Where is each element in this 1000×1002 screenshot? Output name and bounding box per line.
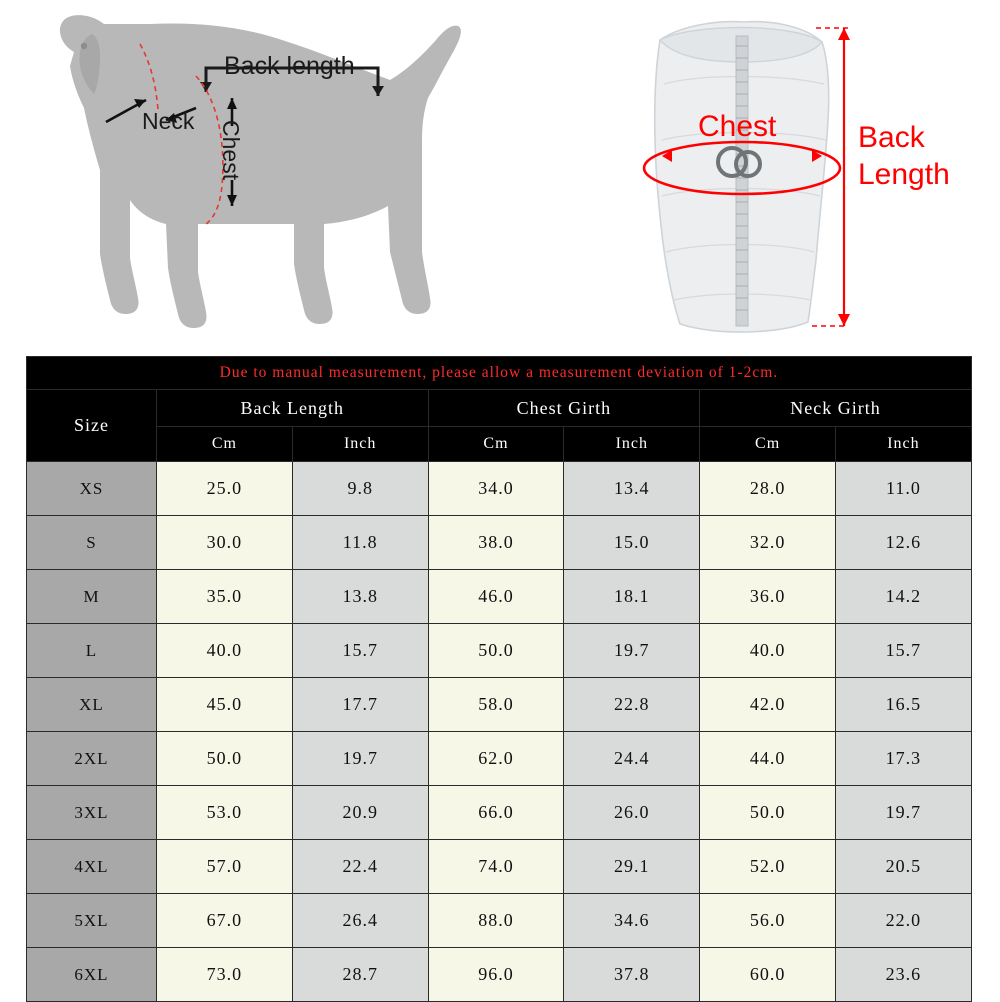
table-row: [27, 840, 972, 894]
vest-back-length-label: [858, 120, 950, 193]
cell-back-inch: 13.8: [292, 570, 428, 624]
cell-neck-inch: 14.2: [835, 570, 971, 624]
unit-neck-inch: Inch: [835, 427, 971, 462]
header-neck-girth: Neck Girth: [700, 390, 972, 427]
cell-chest-cm: 96.0: [428, 948, 564, 1002]
cell-neck-inch: 19.7: [835, 786, 971, 840]
table-row: [27, 570, 972, 624]
size-table-wrap: [26, 356, 971, 1002]
cell-neck-inch: 15.7: [835, 624, 971, 678]
unit-chest-inch: Inch: [564, 427, 700, 462]
row-size: 4XL: [27, 840, 157, 894]
cell-back-inch: 11.8: [292, 516, 428, 570]
unit-back-inch: Inch: [292, 427, 428, 462]
cell-back-inch: 28.7: [292, 948, 428, 1002]
table-row: [27, 624, 972, 678]
cell-chest-inch: 19.7: [564, 624, 700, 678]
cell-neck-inch: 12.6: [835, 516, 971, 570]
cell-neck-inch: 16.5: [835, 678, 971, 732]
cell-back-cm: 50.0: [157, 732, 293, 786]
cell-chest-inch: 15.0: [564, 516, 700, 570]
unit-chest-cm: Cm: [428, 427, 564, 462]
table-row: [27, 678, 972, 732]
cell-neck-cm: 50.0: [700, 786, 836, 840]
dog-diagram: [0, 0, 620, 352]
cell-back-inch: 15.7: [292, 624, 428, 678]
row-size: XL: [27, 678, 157, 732]
cell-back-cm: 35.0: [157, 570, 293, 624]
illustration-area: [0, 0, 1000, 352]
row-size: 2XL: [27, 732, 157, 786]
row-size: 5XL: [27, 894, 157, 948]
table-group-header-row: [27, 390, 972, 427]
cell-back-cm: 25.0: [157, 462, 293, 516]
unit-neck-cm: Cm: [700, 427, 836, 462]
cell-neck-cm: 28.0: [700, 462, 836, 516]
cell-chest-inch: 24.4: [564, 732, 700, 786]
cell-neck-cm: 40.0: [700, 624, 836, 678]
cell-back-inch: 19.7: [292, 732, 428, 786]
row-size: M: [27, 570, 157, 624]
cell-neck-cm: 60.0: [700, 948, 836, 1002]
cell-back-inch: 17.7: [292, 678, 428, 732]
cell-chest-inch: 13.4: [564, 462, 700, 516]
table-row: [27, 948, 972, 1002]
header-size: Size: [27, 390, 157, 462]
cell-chest-inch: 18.1: [564, 570, 700, 624]
size-chart-table: [26, 356, 972, 1002]
cell-neck-inch: 20.5: [835, 840, 971, 894]
cell-back-cm: 67.0: [157, 894, 293, 948]
row-size: 6XL: [27, 948, 157, 1002]
dog-neck-label: Neck: [142, 108, 195, 134]
vest-back-length-line2: Length: [858, 157, 950, 191]
row-size: XS: [27, 462, 157, 516]
cell-chest-cm: 50.0: [428, 624, 564, 678]
table-row: [27, 786, 972, 840]
cell-neck-cm: 56.0: [700, 894, 836, 948]
cell-chest-inch: 37.8: [564, 948, 700, 1002]
cell-back-inch: 22.4: [292, 840, 428, 894]
cell-neck-inch: 11.0: [835, 462, 971, 516]
cell-back-cm: 73.0: [157, 948, 293, 1002]
cell-chest-cm: 46.0: [428, 570, 564, 624]
cell-chest-cm: 58.0: [428, 678, 564, 732]
cell-neck-inch: 22.0: [835, 894, 971, 948]
header-chest-girth: Chest Girth: [428, 390, 700, 427]
measurement-note-row: [27, 357, 972, 390]
table-row: [27, 462, 972, 516]
header-back-length: Back Length: [157, 390, 429, 427]
cell-back-cm: 45.0: [157, 678, 293, 732]
cell-neck-cm: 52.0: [700, 840, 836, 894]
cell-neck-cm: 44.0: [700, 732, 836, 786]
cell-chest-cm: 66.0: [428, 786, 564, 840]
cell-neck-cm: 32.0: [700, 516, 836, 570]
cell-back-cm: 57.0: [157, 840, 293, 894]
cell-chest-inch: 34.6: [564, 894, 700, 948]
cell-chest-cm: 62.0: [428, 732, 564, 786]
cell-chest-cm: 88.0: [428, 894, 564, 948]
cell-neck-cm: 36.0: [700, 570, 836, 624]
vest-back-length-line1: Back: [858, 121, 925, 154]
table-row: [27, 732, 972, 786]
dog-chest-label: Chest: [218, 120, 244, 181]
cell-back-inch: 9.8: [292, 462, 428, 516]
cell-chest-inch: 26.0: [564, 786, 700, 840]
table-unit-header-row: [27, 427, 972, 462]
cell-back-cm: 40.0: [157, 624, 293, 678]
table-row: [27, 516, 972, 570]
cell-back-inch: 20.9: [292, 786, 428, 840]
dog-back-length-label: Back length: [224, 52, 355, 80]
cell-back-inch: 26.4: [292, 894, 428, 948]
cell-chest-cm: 38.0: [428, 516, 564, 570]
row-size: S: [27, 516, 157, 570]
table-row: [27, 894, 972, 948]
cell-neck-cm: 42.0: [700, 678, 836, 732]
cell-back-cm: 53.0: [157, 786, 293, 840]
cell-chest-inch: 29.1: [564, 840, 700, 894]
cell-neck-inch: 17.3: [835, 732, 971, 786]
measurement-note: Due to manual measurement, please allow a measurement deviation of 1-2cm.: [27, 357, 972, 390]
cell-neck-inch: 23.6: [835, 948, 971, 1002]
cell-chest-cm: 34.0: [428, 462, 564, 516]
row-size: L: [27, 624, 157, 678]
unit-back-cm: Cm: [157, 427, 293, 462]
vest-chest-label: Chest: [698, 110, 777, 143]
cell-chest-inch: 22.8: [564, 678, 700, 732]
row-size: 3XL: [27, 786, 157, 840]
cell-back-cm: 30.0: [157, 516, 293, 570]
cell-chest-cm: 74.0: [428, 840, 564, 894]
vest-diagram: [620, 0, 1000, 352]
